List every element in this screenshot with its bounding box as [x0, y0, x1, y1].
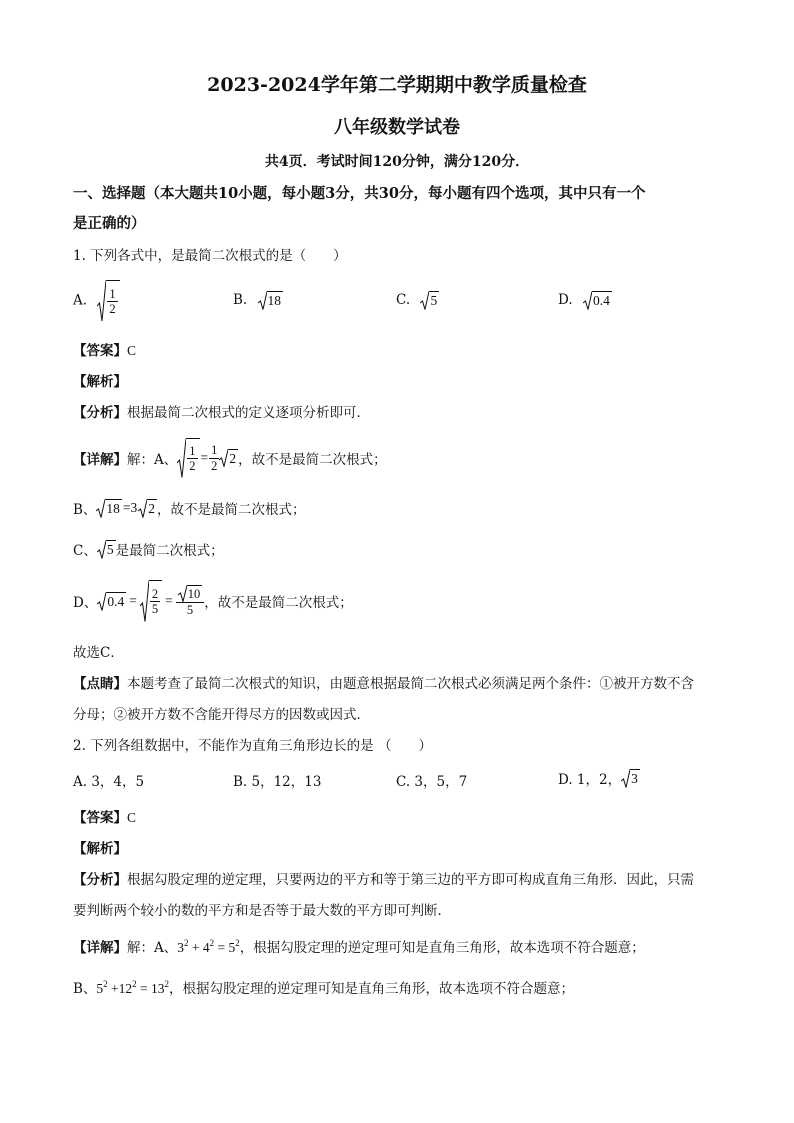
q1-answer	[73, 339, 136, 359]
detail-tag: 【详解】	[73, 940, 127, 956]
equals-sign: =	[200, 450, 209, 465]
q1-option-b-label: B.	[233, 292, 248, 308]
q1-option-d-label: D.	[558, 292, 573, 308]
q1-option-a-radical: $\frac{1}{2}$	[97, 280, 119, 322]
q1-option-a	[73, 280, 120, 322]
sqrt10-over-5: $\frac{10}{5}$	[176, 585, 205, 617]
q1-option-d-radical	[583, 291, 612, 310]
sqrt-icon	[219, 449, 228, 467]
q1-detail-a-prefix: 解：A、	[127, 452, 178, 468]
q2-stem: 2. 下列各组数据中，不能作为直角三角形边长的是 （ ）	[73, 738, 432, 754]
fenxi-tag: 【分析】	[73, 872, 127, 888]
fenxi-tag: 【分析】	[73, 405, 127, 421]
answer-tag: 【答案】	[73, 343, 127, 359]
q1-detail-d-text: ，故不是最简二次根式；	[204, 595, 353, 611]
q1-detail-a-radical: $\frac{1}{2}$	[177, 438, 199, 478]
q1-detail-a	[73, 437, 387, 479]
detail-tag: 【详解】	[73, 452, 127, 468]
exam-subtitle: 八年级数学试卷	[334, 117, 460, 138]
q2-detail-a-equation: $3^2 + 4^2 = 5^2$	[177, 938, 240, 955]
q1-detail-c	[73, 539, 224, 559]
q2-detail-b-text: ，根据勾股定理的逆定理可知是直角三角形，故本选项不符合题意；	[169, 981, 575, 997]
q2-analysis-tag: 【解析】	[73, 841, 127, 857]
q2-option-d-label: D. 1，2，	[558, 772, 622, 788]
q2-detail-b	[73, 977, 574, 997]
q2-detail-a	[73, 936, 645, 956]
sqrt-icon	[97, 540, 106, 559]
q2-fenxi-line1	[73, 868, 694, 888]
section-heading-line2: 是正确的）	[73, 215, 146, 232]
answer-tag: 【答案】	[73, 810, 127, 826]
q1-detail-a-frac: $\frac{1}{2}$	[211, 443, 218, 473]
sqrt-icon	[258, 291, 267, 310]
sqrt-icon	[96, 499, 105, 518]
q1-option-c	[396, 291, 439, 310]
dianjing-tag: 【点睛】	[73, 676, 127, 692]
exam-title: 2023-2024学年第二学期期中教学质量检查	[207, 74, 587, 96]
q1-detail-b: B、 18 =3 2 ，故不是最简二次根式；	[73, 500, 306, 518]
sqrt5: 5	[97, 540, 116, 559]
q1-option-b	[233, 291, 283, 310]
q2-option-a: A. 3，4，5	[73, 774, 145, 790]
q1-option-c-value: 5	[430, 293, 438, 308]
q2-option-d-radical	[621, 769, 640, 788]
q1-conclusion: 故选C．	[73, 645, 124, 661]
q2-option-b: B. 5，12，13	[233, 774, 322, 790]
q2-detail-a-text: ，根据勾股定理的逆定理可知是直角三角形，故本选项不符合题意；	[239, 940, 645, 956]
q1-detail-d: D、 0.4 = $\frac{2}{5}$ = $\frac{10}{5}$ ，故不是最简二次根式；	[73, 578, 353, 624]
sqrt-icon	[621, 769, 630, 788]
q1-stem: 1. 下列各式中，是最简二次根式的是（ ）	[73, 248, 347, 264]
q1-option-a-label: A.	[73, 292, 88, 309]
q1-option-d	[558, 291, 612, 310]
sqrt04: 0.4	[97, 592, 126, 611]
sqrt-icon	[140, 580, 149, 622]
q1-fenxi	[73, 401, 370, 421]
q1-option-c-label: C.	[396, 292, 411, 308]
q2-answer-value: C	[127, 810, 137, 825]
q1-detail-d-prefix: D、	[73, 595, 98, 611]
sqrt-icon	[178, 585, 187, 602]
sqrt-icon	[97, 280, 106, 322]
section-heading-line1: 一、选择题（本大题共10小题，每小题3分，共30分，每小题有四个选项，其中只有一个	[73, 185, 646, 202]
q2-answer	[73, 806, 136, 826]
q1-option-c-radical	[420, 291, 439, 310]
q2-option-d	[558, 768, 640, 788]
exam-info: 共4页．考试时间120分钟，满分120分．	[264, 154, 530, 170]
q1-detail-a-text: ，故不是最简二次根式；	[238, 452, 387, 468]
sqrt-icon	[420, 291, 429, 310]
q1-dianjing-line1	[73, 672, 694, 692]
q2-option-c: C. 3，5，7	[396, 774, 468, 790]
sqrt2: 2	[138, 499, 157, 518]
sqrt-icon	[177, 438, 186, 478]
q2-fenxi-text1: 根据勾股定理的逆定理，只要两边的平方和等于第三边的平方即可构成直角三角形．因此，只需	[127, 872, 694, 888]
q2-option-d-value: 3	[631, 770, 638, 786]
q1-option-d-value: 0.4	[592, 293, 610, 308]
q2-fenxi-line2: 要判断两个较小的数的平方和是否等于最大数的平方即可判断．	[73, 903, 451, 919]
q2-detail-b-equation: $5^2 +12^2 = 13^2$	[96, 979, 170, 996]
q1-detail-c-text: 是最简二次根式；	[115, 543, 224, 559]
q2-detail-b-prefix: B、	[73, 981, 97, 997]
q1-analysis-tag: 【解析】	[73, 374, 127, 390]
sqrt-2-over-5: $\frac{2}{5}$	[140, 580, 162, 622]
q1-detail-b-prefix: B、	[73, 502, 97, 518]
q1-option-b-value: 18	[267, 293, 282, 308]
sqrt-icon	[138, 499, 147, 518]
q2-detail-a-prefix: 解：A、	[127, 940, 178, 956]
sqrt-icon	[97, 592, 106, 611]
sqrt18: 18	[96, 499, 122, 518]
q1-detail-a-sqrt2: 2	[219, 449, 238, 467]
sqrt-icon	[583, 291, 592, 310]
q1-detail-c-prefix: C、	[73, 543, 97, 559]
q1-dianjing-line2: 分母；②被开方数不含能开得尽方的因数或因式．	[73, 707, 370, 723]
q1-dianjing-text1: 本题考查了最简二次根式的知识，由题意根据最简二次根式必须满足两个条件：①被开方数不含	[127, 676, 694, 692]
q1-fenxi-text: 根据最简二次根式的定义逐项分析即可．	[127, 405, 370, 421]
q1-detail-b-text: ，故不是最简二次根式；	[157, 502, 306, 518]
q1-option-b-radical	[258, 291, 284, 310]
q1-answer-value: C	[127, 343, 137, 358]
